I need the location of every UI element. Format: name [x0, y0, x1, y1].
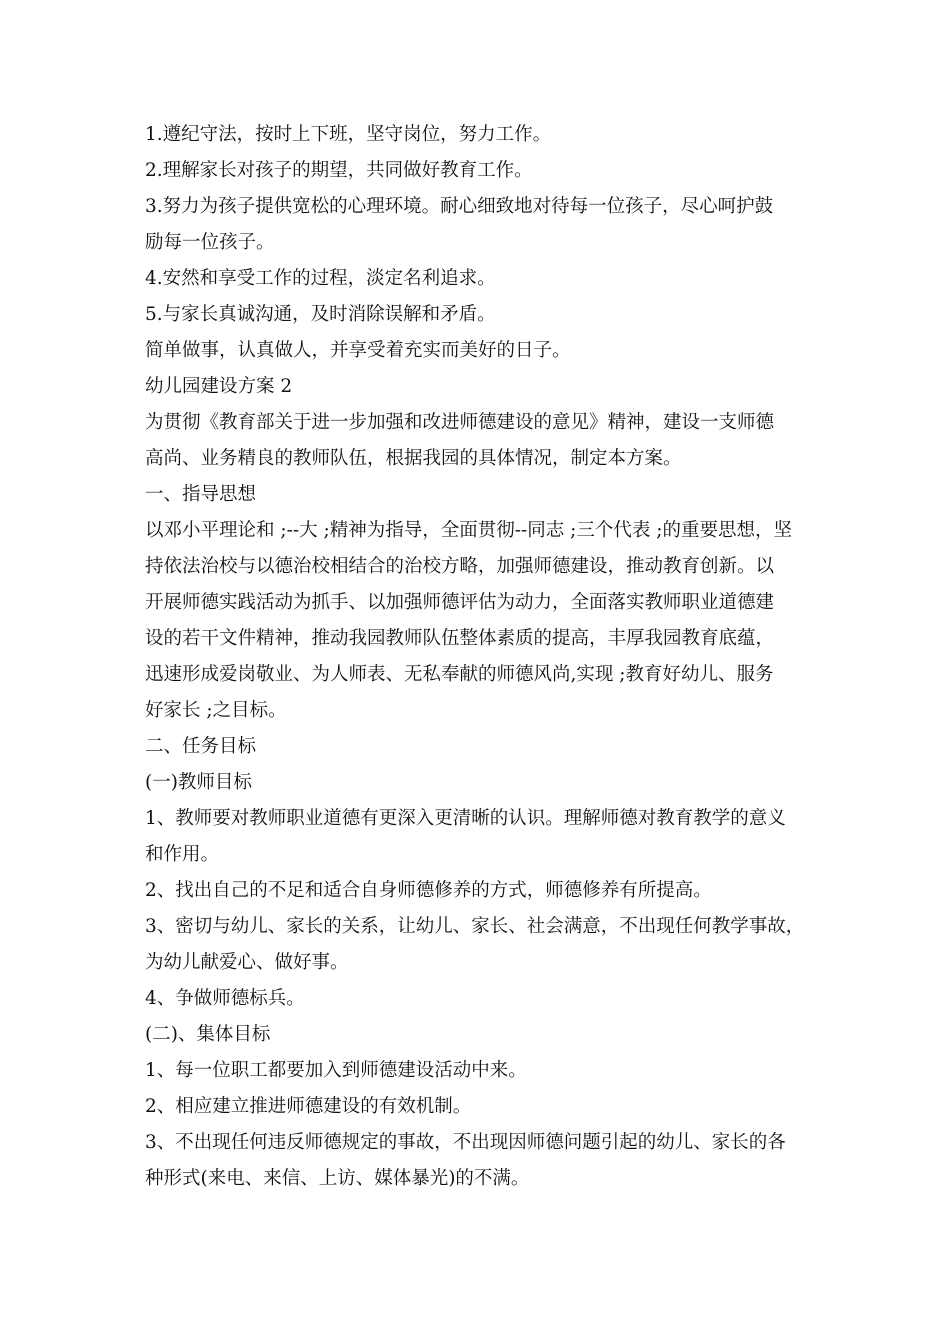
text-line: 3、密切与幼儿、家长的关系，让幼儿、家长、社会满意，不出现任何教学事故， — [145, 916, 805, 937]
text-line: 2.理解家长对孩子的期望，共同做好教育工作。 — [145, 160, 533, 181]
text-line: 迅速形成爱岗敬业、为人师表、无私奉献的师德风尚,实现 ;教育好幼儿、服务 — [145, 664, 774, 685]
subsection-heading: (一)教师目标 — [145, 772, 252, 793]
text-line: 种形式(来电、来信、上访、媒体暴光)的不满。 — [145, 1168, 530, 1189]
section-heading: 二、任务目标 — [145, 736, 257, 757]
text-line: 2、找出自己的不足和适合自身师德修养的方式，师德修养有所提高。 — [145, 880, 712, 901]
text-line: 为幼儿献爱心、做好事。 — [145, 952, 349, 973]
section-title: 幼儿园建设方案 2 — [145, 376, 293, 397]
text-line: 为贯彻《教育部关于进一步加强和改进师德建设的意见》精神，建设一支师德 — [145, 412, 775, 433]
text-line: 好家长 ;之目标。 — [145, 700, 287, 721]
text-line: 4.安然和享受工作的过程，淡定名利追求。 — [145, 268, 496, 289]
text-line: 设的若干文件精神，推动我园教师队伍整体素质的提高，丰厚我园教育底蕴， — [145, 628, 775, 649]
document-body — [145, 117, 825, 1197]
text-line: 开展师德实践活动为抓手、以加强师德评估为动力，全面落实教师职业道德建 — [145, 592, 775, 613]
text-line: 1、每一位职工都要加入到师德建设活动中来。 — [145, 1060, 527, 1081]
text-line: 1、教师要对教师职业道德有更深入更清晰的认识。理解师德对教育教学的意义 — [145, 808, 786, 829]
text-line: 和作用。 — [145, 844, 220, 865]
text-line: 5.与家长真诚沟通，及时消除误解和矛盾。 — [145, 304, 496, 325]
subsection-heading: (二)、集体目标 — [145, 1024, 271, 1045]
text-line: 4、争做师德标兵。 — [145, 988, 305, 1009]
text-line: 高尚、业务精良的教师队伍，根据我园的具体情况，制定本方案。 — [145, 448, 682, 469]
text-line: 3、不出现任何违反师德规定的事故，不出现因师德问题引起的幼儿、家长的各 — [145, 1132, 786, 1153]
text-line: 励每一位孩子。 — [145, 232, 275, 253]
text-line: 1.遵纪守法，按时上下班，坚守岗位，努力工作。 — [145, 124, 552, 145]
text-line: 2、相应建立推进师德建设的有效机制。 — [145, 1096, 472, 1117]
text-line: 持依法治校与以德治校相结合的治校方略，加强师德建设，推动教育创新。以 — [145, 556, 775, 577]
text-line: 以邓小平理论和 ;--大 ;精神为指导，全面贯彻--同志 ;三个代表 ;的重要思想，坚 — [145, 520, 792, 541]
text-line: 简单做事，认真做人，并享受着充实而美好的日子。 — [145, 340, 571, 361]
text-line: 3.努力为孩子提供宽松的心理环境。耐心细致地对待每一位孩子，尽心呵护鼓 — [145, 196, 774, 217]
section-heading: 一、指导思想 — [145, 484, 257, 505]
